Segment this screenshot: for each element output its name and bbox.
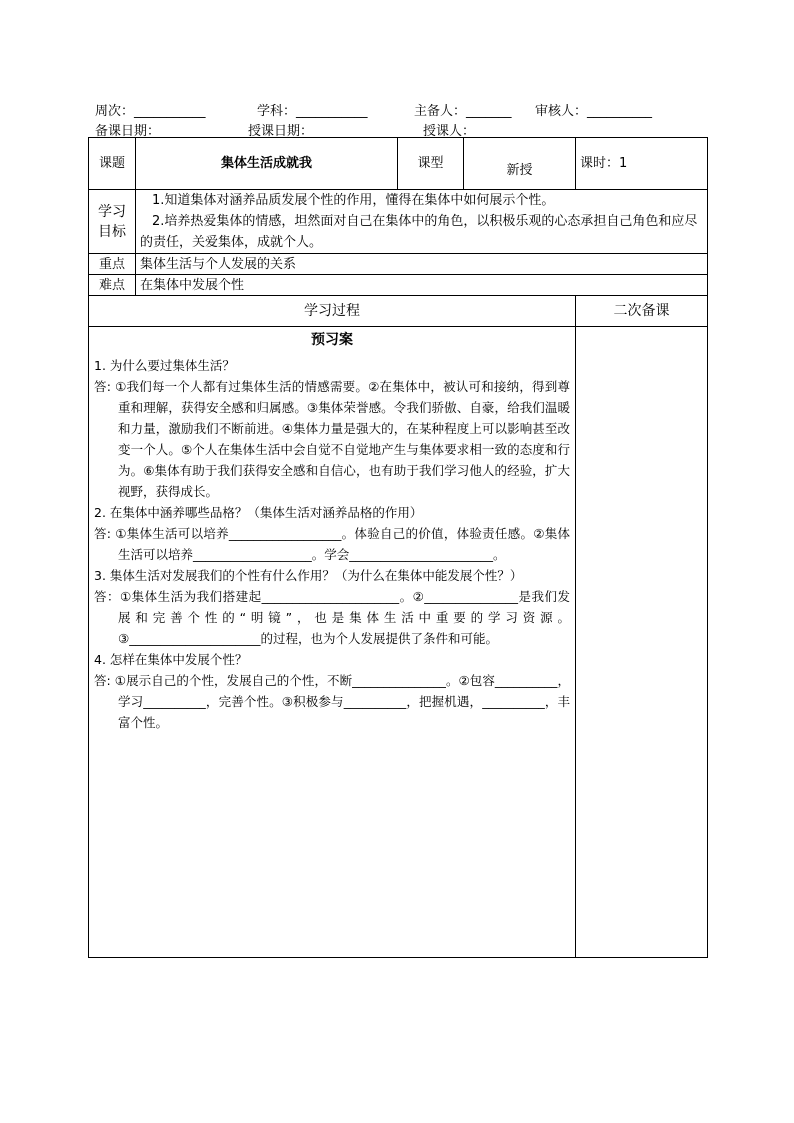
second-prep-header: 二次备课: [576, 296, 708, 327]
topic-label: 课题: [89, 138, 136, 190]
question-1: 1. 为什么要过集体生活？: [94, 358, 235, 373]
topic-value: 集体生活成就我: [136, 138, 398, 190]
process-header: 学习过程: [89, 296, 576, 327]
lesson-plan-table: [88, 137, 708, 958]
goal-content: [136, 190, 708, 254]
goal-2: 2.培养热爱集体的情感，坦然面对自己在集体中的角色，以积极乐观的心态承担自己角色和应尽的责任，关爱集体，成就个人。: [140, 214, 698, 250]
week-field: 周次：___________: [95, 104, 206, 119]
preparer-field: 主备人：_______: [414, 104, 512, 119]
prep-date-field: 备课日期：________: [95, 124, 213, 139]
answer-2: 答: ①集体生活可以培养__________________。体验自己的价值，体验责任感。②集体生活可以培养___________________。学会_______________________。: [94, 526, 570, 562]
goal-1: 1.知道集体对涵养品质发展个性的作用，懂得在集体中如何展示个性。: [152, 193, 555, 208]
answer-4: 答: ①展示自己的个性，发展自己的个性，不断_______________。②包容__________，学习__________，完善个性。③积极参与__________，把握机遇，__________，丰富个性。: [94, 673, 570, 730]
answer-3: 答：①集体生活为我们搭建起______________________。②_______________是我们发展和完善个性的“明镜”，也是集体生活中重要的学习资源。③_____________________的过程，也为个人发展提供了条件和可能。: [94, 589, 570, 646]
key-value: 集体生活与个人发展的关系: [136, 254, 708, 275]
difficulty-value: 在集体中发展个性: [136, 275, 708, 296]
question-4: 4. 怎样在集体中发展个性？: [94, 652, 248, 667]
teacher-field: 授课人：___________: [423, 124, 547, 139]
answer-1: 答: ①我们每一个人都有过集体生活的情感需要。②在集体中，被认可和接纳，得到尊重和理解，获得安全感和归属感。③集体荣誉感。令我们骄傲、自豪，给我们温暖和力量，激励我们不断前进。④集体力量是强大的，在某种程度上可以影响甚至改变一个人。⑤个人在集体生活中会自觉不自觉地产生与集体要求相一致的态度和行为。⑥集体有助于我们获得安全感和自信心，也有助于我们学习他人的经验，扩大视野，获得成长。: [94, 379, 570, 499]
type-value: 新授: [464, 138, 576, 190]
goal-label: [89, 190, 136, 254]
type-label: 课型: [398, 138, 464, 190]
hours-cell: 课时：1: [576, 138, 708, 190]
teach-date-field: 授课日期：_________: [248, 124, 372, 139]
key-label: 重点: [89, 254, 136, 275]
subject-field: 学科：___________: [257, 104, 368, 119]
preview-title: 预习案: [311, 332, 353, 348]
goal-label-line-1: 学习: [98, 203, 126, 220]
difficulty-label: 难点: [89, 275, 136, 296]
reviewer-field: 审核人：__________: [535, 104, 653, 119]
goal-label-line-2: 目标: [98, 223, 126, 240]
learning-process-cell: [89, 327, 576, 958]
second-prep-cell: [576, 327, 708, 958]
question-3: 3. 集体生活对发展我们的个性有什么作用？（为什么在集体中能发展个性？）: [94, 568, 523, 583]
question-2: 2. 在集体中涵养哪些品格？（集体生活对涵养品格的作用）: [94, 505, 423, 520]
